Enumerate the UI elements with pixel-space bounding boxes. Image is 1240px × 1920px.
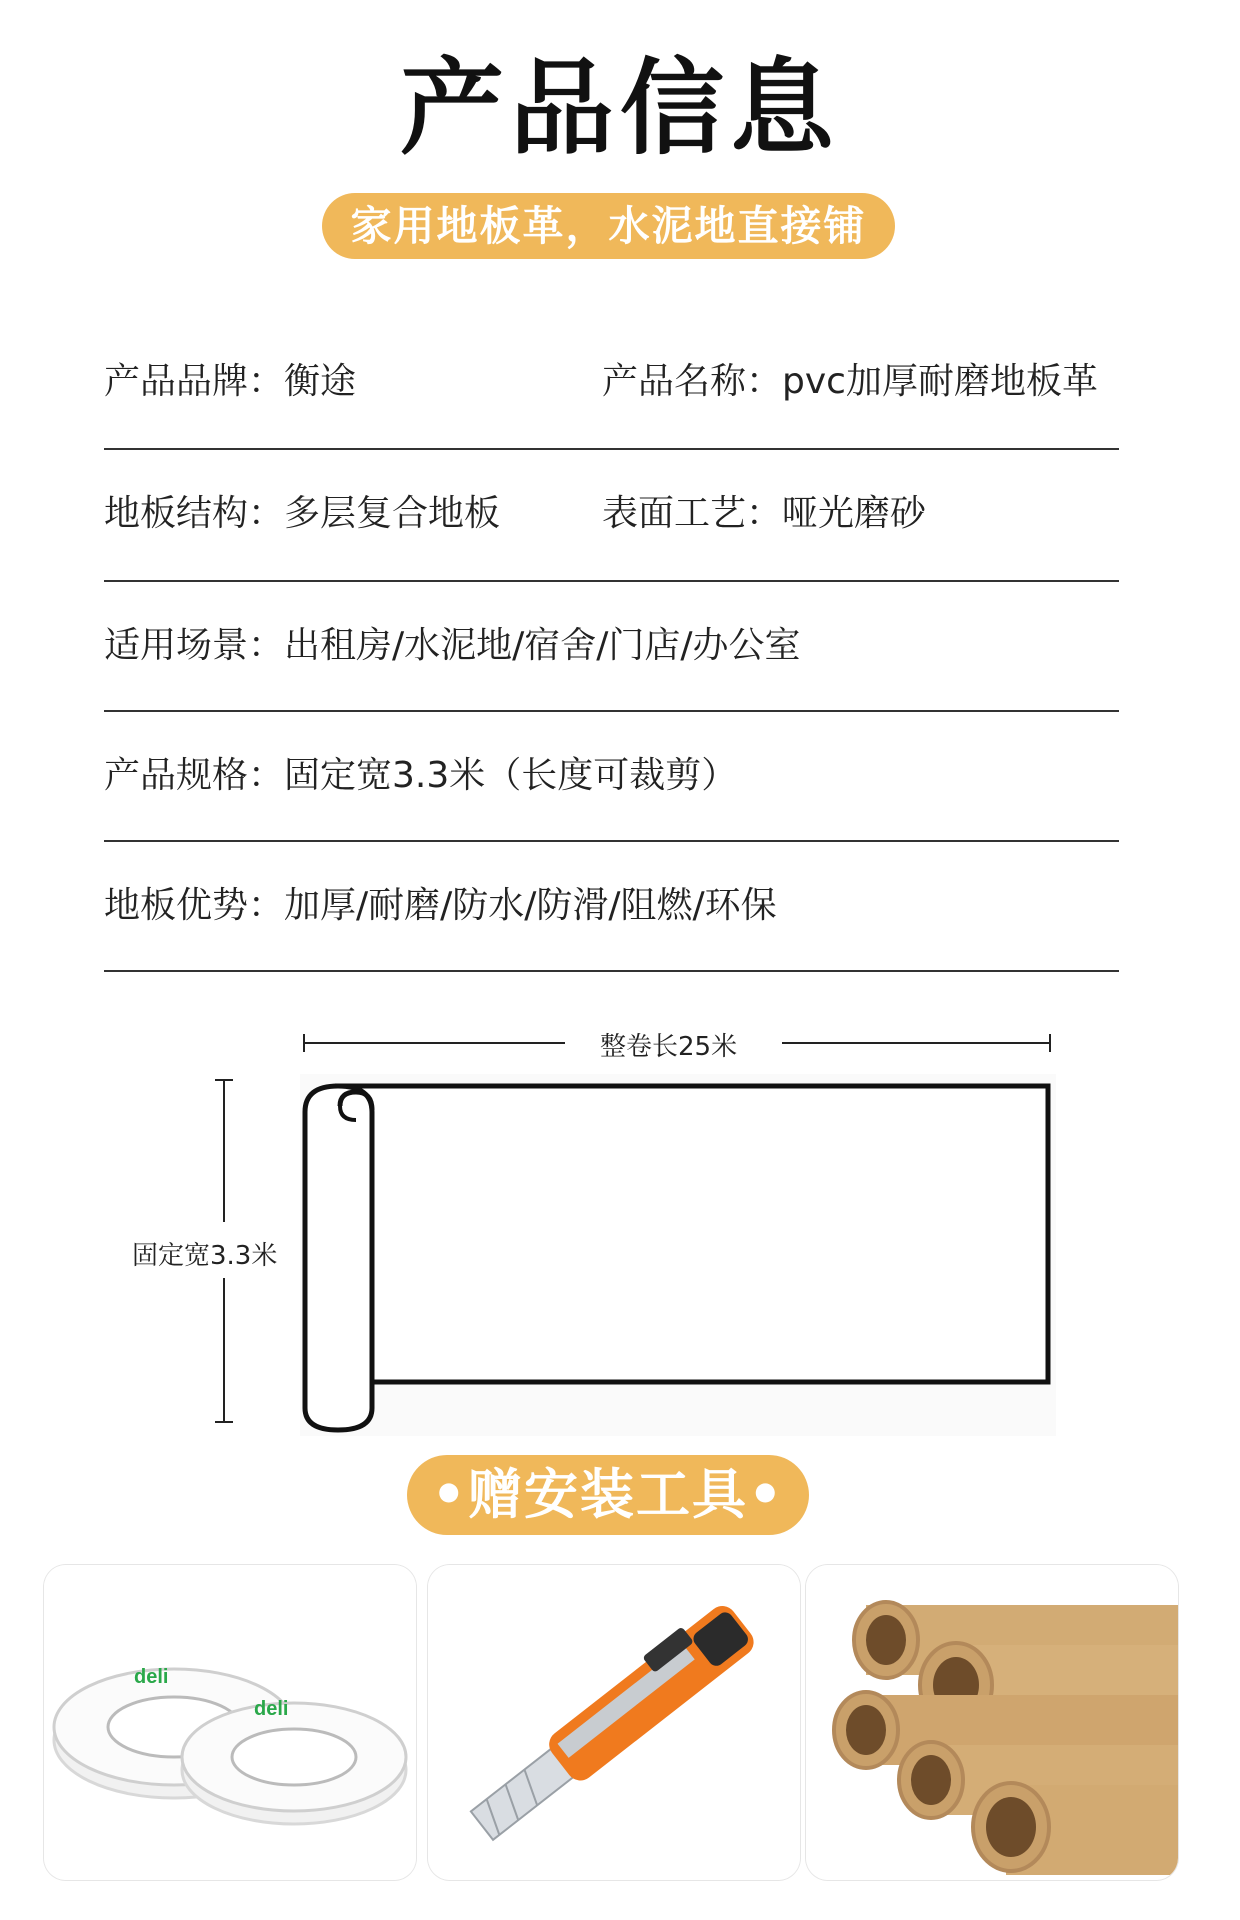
spec-row-scenes (104, 582, 1119, 712)
utility-knife-icon (428, 1565, 800, 1880)
tool-card-tubes (806, 1565, 1178, 1880)
roll-diagram-svg (0, 1010, 1240, 1450)
spec-row-brand (104, 318, 1119, 450)
spec-structure: 地板结构：多层复合地板 (104, 493, 501, 534)
page-title: 产品信息 (399, 47, 840, 169)
spec-product-name: 产品名称：pvc加厚耐磨地板革 (602, 361, 1098, 402)
spec-surface: 表面工艺：哑光磨砂 (602, 493, 927, 534)
tape-brand-label: deli (134, 1666, 169, 1688)
tool-card-knife (428, 1565, 800, 1880)
roll-dimension-diagram (0, 1010, 1240, 1450)
spec-row-size (104, 712, 1119, 842)
subtitle-badge: 家用地板革，水泥地直接铺 (322, 193, 895, 259)
tape-brand-label: deli (254, 1698, 289, 1720)
spec-size: 产品规格：固定宽3.3米（长度可裁剪） (104, 755, 738, 796)
spec-scenes: 适用场景：出租房/水泥地/宿舍/门店/办公室 (104, 625, 801, 666)
gift-tools-badge: •赠安装工具• (407, 1455, 809, 1535)
paper-tube-icon (806, 1565, 1178, 1880)
tool-card-tape (44, 1565, 416, 1880)
spec-advantages: 地板优势：加厚/耐磨/防水/防滑/阻燃/环保 (104, 885, 777, 926)
spec-brand: 产品品牌：衡途 (104, 361, 357, 402)
length-label: 整卷长25米 (600, 1032, 738, 1062)
width-label: 固定宽3.3米 (132, 1241, 278, 1271)
spec-row-structure (104, 450, 1119, 582)
spec-row-advantages (104, 842, 1119, 972)
double-sided-tape-icon (44, 1565, 416, 1880)
